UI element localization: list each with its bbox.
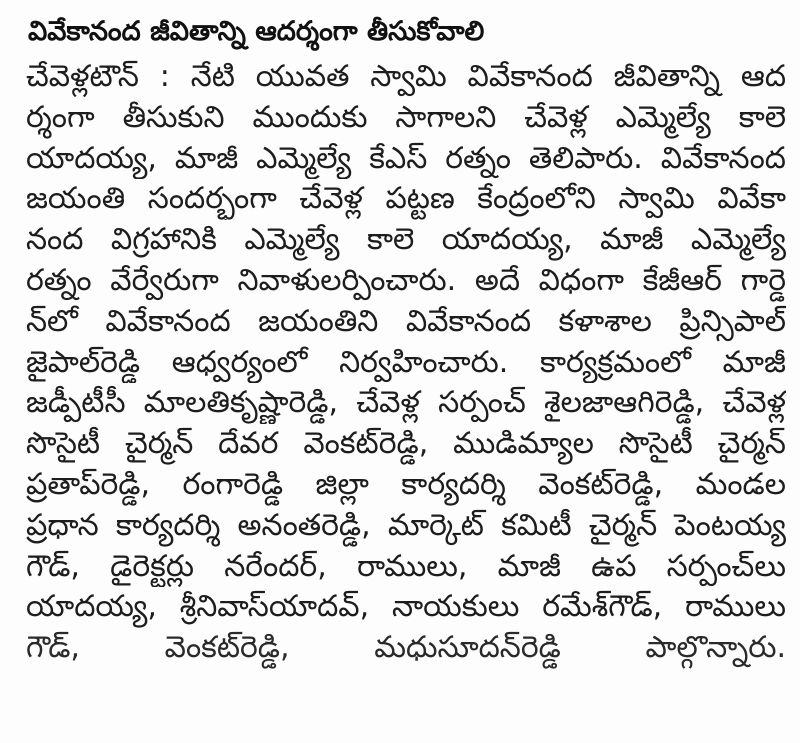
- body-line: సొసైటీ చైర్మన్ దేవర వెంకట్‌రెడ్డి, ముడిమ్యాల సొసైటీ చైర్మన్: [26, 426, 786, 462]
- body-line: జైపాల్‌రెడ్డి ఆధ్వర్యంలో నిర్వహించారు. కార్యక్రమంలో మాజీ: [26, 344, 786, 380]
- body-line: జయంతి సందర్భంగా చేవెళ్ల పట్టణ కేంద్రంలోని స్వామి వివేకా: [26, 181, 786, 217]
- body-line: జడ్పీటీసీ మాలతికృష్ణారెడ్డి, చేవెళ్ల సర్పంచ్ శైలజాఆగిరెడ్డి, చేవెళ్ల: [26, 385, 786, 421]
- article-body: [26, 57, 786, 669]
- body-line: యాదయ్య, శ్రీనివాస్‌యాదవ్, నాయకులు రమేశ్‌గౌడ్, రాములు: [26, 589, 786, 625]
- body-line: ప్రతాప్‌రెడ్డి, రంగారెడ్డి జిల్లా కార్యదర్శి వెంకట్‌రెడ్డి, మండల: [26, 466, 786, 502]
- body-line: గౌడ్, డైరెక్టర్లు నరేందర్, రాములు, మాజీ ఉప సర్పంచ్‌లు: [26, 548, 786, 584]
- body-line: న్‌లో వివేకానంద జయంతిని వివేకానంద కళాశాల ప్రిన్సిపాల్: [26, 303, 786, 339]
- partial-bottom-line: గౌడ్, వెంకట్‌రెడ్డి, మధుసూదన్‌రెడ్డి పాల్గొన్నారు.: [26, 630, 786, 666]
- body-line: ర్శంగా తీసుకుని ముందుకు సాగాలని చేవెళ్ల ఎమ్మెల్యే కాలె: [26, 99, 786, 135]
- body-line: చేవెళ్లటౌన్ : నేటి యువత స్వామి వివేకానంద జీవితాన్ని ఆద: [26, 59, 786, 94]
- body-line: రత్నం వేర్వేరుగా నివాళులర్పించారు. అదే విధంగా కేజీఆర్ గార్డె: [26, 262, 786, 298]
- body-line: యాదయ్య, మాజీ ఎమ్మెల్యే కేఎస్ రత్నం తెలిపారు. వివేకానంద: [26, 140, 786, 176]
- body-line: నంద విగ్రహానికి ఎమ్మెల్యే కాలె యాదయ్య, మాజీ ఎమ్మెల్యే: [26, 222, 786, 258]
- body-line: ప్రధాన కార్యదర్శి అనంతరెడ్డి, మార్కెట్ కమిటీ చైర్మన్ పెంటయ్య: [26, 507, 786, 543]
- article-headline: వివేకానంద జీవితాన్ని ఆదర్శంగా తీసుకోవాలి: [28, 16, 485, 47]
